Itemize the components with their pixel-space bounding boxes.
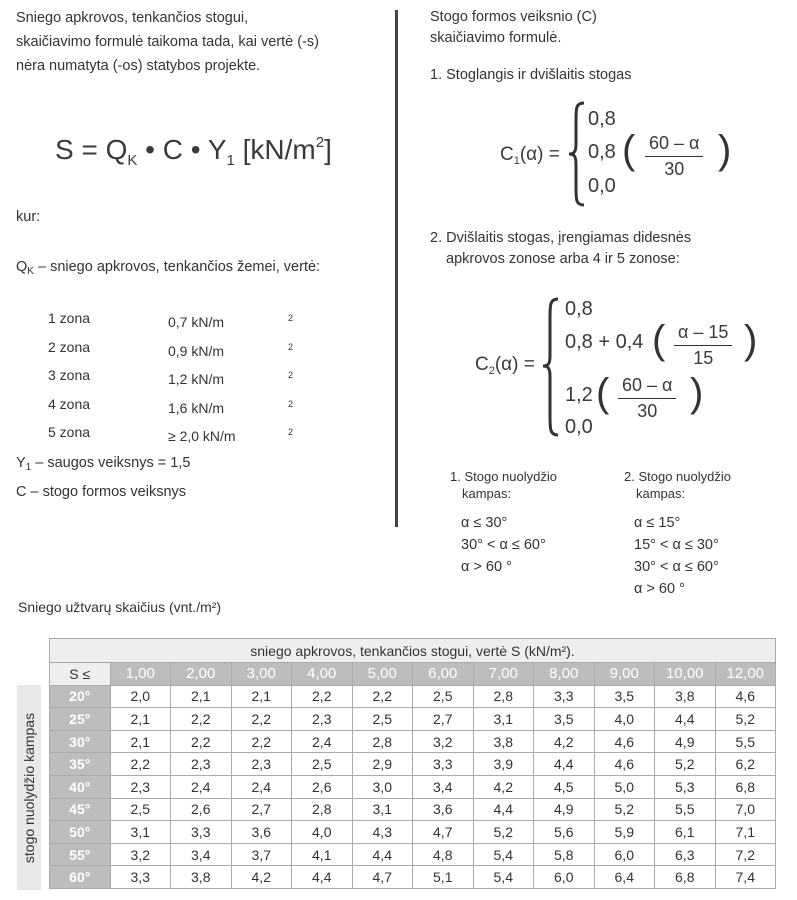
table-cell: 2,6 <box>171 798 232 821</box>
kur-label: kur: <box>16 209 41 225</box>
table-cell: 2,2 <box>110 753 171 776</box>
table-cell: 5,5 <box>715 730 776 753</box>
table-cell: 3,6 <box>231 821 292 844</box>
table-cell: 2,3 <box>231 753 292 776</box>
table-cell: 5,8 <box>534 843 595 866</box>
column-header: 8,00 <box>534 663 595 686</box>
table-cell: 2,8 <box>473 685 534 708</box>
table-cell: 4,1 <box>292 843 353 866</box>
table-cell: 2,2 <box>171 730 232 753</box>
column-header: 5,00 <box>352 663 413 686</box>
table-row <box>50 866 776 889</box>
zone-row <box>48 420 293 449</box>
table-cell: 6,0 <box>534 866 595 889</box>
table-cell: 6,8 <box>655 866 716 889</box>
s-label: S ≤ <box>50 663 111 686</box>
zone-value: 0,9 kN/m $^2$ <box>168 341 294 359</box>
angle-cell: 50° <box>50 821 111 844</box>
table-cell: 3,3 <box>110 866 171 889</box>
table-cell: 2,4 <box>292 730 353 753</box>
table-cell: 6,8 <box>715 775 776 798</box>
snow-load-formula: $S = Q_K$ • C • $Y_1$ $[kN/m^2]$ <box>55 134 332 169</box>
table-cell: 2,2 <box>171 708 232 731</box>
table-cell: 4,2 <box>473 775 534 798</box>
table-cell: 4,4 <box>473 798 534 821</box>
case2-label: 2. Dvišlaitis stogas, įrengiamas didesnės apkrovos zonose arba 4 ir 5 zonose: <box>430 230 692 267</box>
table-cell: 4,4 <box>352 843 413 866</box>
zone-value: 0,7 kN/m $^2$ <box>168 313 294 330</box>
table-cell: 4,4 <box>655 708 716 731</box>
table-cell: 4,2 <box>534 730 595 753</box>
angle1-label: 1. Stogo nuolydžio kampas: <box>450 469 557 501</box>
c1-open-paren: ( <box>622 128 636 172</box>
table-cell: 2,1 <box>171 685 232 708</box>
table-cell: 3,6 <box>413 798 474 821</box>
table-cell: 3,8 <box>473 730 534 753</box>
table-cell: 2,3 <box>171 753 232 776</box>
column-header: 6,00 <box>413 663 474 686</box>
angle-cell: 20° <box>50 685 111 708</box>
y1-definition: $Y_1$ – saugos veiksnys = 1,5 <box>16 455 191 473</box>
table-row <box>50 821 776 844</box>
table-cell: 2,3 <box>292 708 353 731</box>
zone-value: 1,6 kN/m $^2$ <box>168 398 294 416</box>
c1-value-3: 0,0 <box>588 175 616 197</box>
c1-close-paren: ) <box>718 128 732 172</box>
table-cell: 3,9 <box>473 753 534 776</box>
table-cell: 4,6 <box>715 685 776 708</box>
zone-value: 1,2 kN/m $^2$ <box>168 370 294 387</box>
side-label: stogo nuolydžio kampas <box>21 712 38 863</box>
angle2-label: 2. Stogo nuolydžio kampas: <box>624 469 731 501</box>
table-cell: 4,6 <box>594 753 655 776</box>
table-cell: 2,1 <box>231 685 292 708</box>
table-cell: 5,0 <box>594 775 655 798</box>
table-cell: 4,0 <box>292 821 353 844</box>
table-cell: 3,3 <box>413 753 474 776</box>
table-cell: 4,8 <box>413 843 474 866</box>
c2-open-paren: ( <box>652 318 666 362</box>
table-cell: 3,1 <box>352 798 413 821</box>
table-title: Sniego užtvarų skaičius (vnt./m²) <box>18 599 222 615</box>
angle-cell: 40° <box>50 775 111 798</box>
zone-value: ≥ 2,0 kN/m $^2$ <box>168 427 294 444</box>
angle-cell: 45° <box>50 798 111 821</box>
table-cell: 3,0 <box>352 775 413 798</box>
table-cell: 5,4 <box>473 866 534 889</box>
table-row <box>50 843 776 866</box>
angle-cell: 35° <box>50 753 111 776</box>
c1-lhs: $C_1(\alpha)$ = <box>500 144 560 167</box>
table-cell: 4,5 <box>534 775 595 798</box>
table-cell: 4,7 <box>413 821 474 844</box>
table-cell: 7,0 <box>715 798 776 821</box>
c2-value-4: 0,0 <box>565 416 593 438</box>
column-header: 4,00 <box>292 663 353 686</box>
table-cell: 2,8 <box>352 730 413 753</box>
table-cell: 3,7 <box>231 843 292 866</box>
table-cell: 2,2 <box>292 685 353 708</box>
table-cell: 4,9 <box>655 730 716 753</box>
c2-brace <box>540 296 562 438</box>
table-cell: 7,1 <box>715 821 776 844</box>
intro-line: Sniego apkrovos, tenkančios stogui, <box>16 10 249 26</box>
column-header: 10,00 <box>655 663 716 686</box>
c2-close-paren: ) <box>744 318 758 362</box>
table-cell: 2,5 <box>352 708 413 731</box>
table-cell: 3,4 <box>171 843 232 866</box>
table-cell: 5,2 <box>715 708 776 731</box>
c2-value-2: 0,8 + 0,4 <box>565 331 644 353</box>
angle1-conditions: α ≤ 30° 30° < α ≤ 60° α > 60 ° <box>461 515 546 575</box>
c1-value-2: 0,8 <box>588 141 616 163</box>
column-header: 7,00 <box>473 663 534 686</box>
table-cell: 2,8 <box>292 798 353 821</box>
table-header: sniego apkrovos, tenkančios stogui, vertė S (kN/m²). <box>50 639 776 663</box>
c1-value-1: 0,8 <box>588 108 616 130</box>
table-cell: 2,7 <box>413 708 474 731</box>
zone-name: 3 zona <box>48 367 91 383</box>
zone-list <box>48 306 293 449</box>
table-cell: 5,1 <box>413 866 474 889</box>
table-cell: 3,1 <box>473 708 534 731</box>
column-header-row <box>50 663 776 686</box>
table-cell: 4,7 <box>352 866 413 889</box>
table-cell: 4,4 <box>292 866 353 889</box>
c2-value-1: 0,8 <box>565 298 593 320</box>
table-cell: 2,2 <box>231 730 292 753</box>
table-cell: 7,2 <box>715 843 776 866</box>
table-cell: 3,3 <box>171 821 232 844</box>
c2-fraction-1: $\frac{\alpha - 15}{15}$ <box>674 322 732 369</box>
angle-cell: 60° <box>50 866 111 889</box>
column-header: 3,00 <box>231 663 292 686</box>
column-header: 12,00 <box>715 663 776 686</box>
intro-line: skaičiavimo formulė taikoma tada, kai vertė (-s) <box>16 34 319 50</box>
zone-row <box>48 306 293 335</box>
table-cell: 4,2 <box>231 866 292 889</box>
table-cell: 3,8 <box>171 866 232 889</box>
table-cell: 3,3 <box>534 685 595 708</box>
table-cell: 5,2 <box>594 798 655 821</box>
table-cell: 3,2 <box>413 730 474 753</box>
angle-cell: 55° <box>50 843 111 866</box>
qk-definition: $Q_K$ – sniego apkrovos, tenkančios žemei, vertė: <box>16 259 321 277</box>
table-cell: 6,0 <box>594 843 655 866</box>
table-cell: 2,5 <box>413 685 474 708</box>
snow-guard-table <box>49 638 776 889</box>
table-cell: 5,5 <box>655 798 716 821</box>
c-definition: C – stogo formos veiksnys <box>16 484 187 500</box>
table-cell: 5,2 <box>655 753 716 776</box>
table-cell: 3,4 <box>413 775 474 798</box>
table-cell: 2,7 <box>231 798 292 821</box>
column-header: 1,00 <box>110 663 171 686</box>
table-cell: 3,8 <box>655 685 716 708</box>
table-cell: 2,2 <box>352 685 413 708</box>
c1-fraction: $\frac{60 - \alpha}{30}$ <box>645 133 703 180</box>
c2-fraction-2: $\frac{60 - \alpha}{30}$ <box>618 375 676 422</box>
table-row <box>50 708 776 731</box>
table-cell: 5,2 <box>473 821 534 844</box>
table-cell: 2,1 <box>110 730 171 753</box>
intro-text <box>16 6 386 78</box>
zone-row <box>48 335 293 364</box>
table-cell: 2,1 <box>110 708 171 731</box>
table-cell: 2,9 <box>352 753 413 776</box>
table-cell: 6,3 <box>655 843 716 866</box>
table-cell: 2,3 <box>110 775 171 798</box>
zone-name: 1 zona <box>48 310 91 326</box>
zone-name: 2 zona <box>48 338 91 355</box>
table-cell: 2,0 <box>110 685 171 708</box>
table-cell: 3,5 <box>594 685 655 708</box>
table-cell: 6,1 <box>655 821 716 844</box>
c2-close-paren-2: ) <box>690 371 704 415</box>
right-title: Stogo formos veiksnio (C) skaičiavimo formulė. <box>430 9 597 46</box>
case1-label: 1. Stoglangis ir dvišlaitis stogas <box>430 67 632 83</box>
column-divider <box>395 10 398 527</box>
zone-name: 4 zona <box>48 395 91 412</box>
table-row <box>50 730 776 753</box>
table-cell: 2,2 <box>231 708 292 731</box>
angle-cell: 30° <box>50 730 111 753</box>
angle2-conditions: α ≤ 15° 15° < α ≤ 30° 30° < α ≤ 60° α > 60 ° <box>634 515 719 597</box>
table-cell: 3,5 <box>534 708 595 731</box>
table-cell: 5,9 <box>594 821 655 844</box>
table-row <box>50 775 776 798</box>
table-cell: 7,4 <box>715 866 776 889</box>
table-cell: 2,5 <box>292 753 353 776</box>
table-row <box>50 685 776 708</box>
c1-brace <box>566 100 588 208</box>
column-header: 2,00 <box>171 663 232 686</box>
zone-name: 5 zona <box>48 424 91 440</box>
table-cell: 3,2 <box>110 843 171 866</box>
table-cell: 6,4 <box>594 866 655 889</box>
table-cell: 4,3 <box>352 821 413 844</box>
table-cell: 6,2 <box>715 753 776 776</box>
table-row <box>50 753 776 776</box>
c2-open-paren-2: ( <box>596 371 610 415</box>
zone-row <box>48 363 293 392</box>
c2-lhs: $C_2(\alpha)$ = <box>475 354 535 377</box>
zone-row <box>48 392 293 421</box>
factor-definitions <box>16 451 190 504</box>
table-cell: 5,4 <box>473 843 534 866</box>
table-cell: 4,0 <box>594 708 655 731</box>
angle-cell: 25° <box>50 708 111 731</box>
table-cell: 2,5 <box>110 798 171 821</box>
table-cell: 2,4 <box>231 775 292 798</box>
column-header: 9,00 <box>594 663 655 686</box>
c2-value-3: 1,2 <box>565 384 593 406</box>
table-cell: 2,4 <box>171 775 232 798</box>
table-cell: 5,6 <box>534 821 595 844</box>
table-cell: 2,6 <box>292 775 353 798</box>
intro-line: nėra numatyta (-os) statybos projekte. <box>16 58 261 74</box>
table-cell: 5,3 <box>655 775 716 798</box>
table-cell: 4,4 <box>534 753 595 776</box>
table-cell: 3,1 <box>110 821 171 844</box>
table-cell: 4,6 <box>594 730 655 753</box>
table-row <box>50 798 776 821</box>
table-cell: 4,9 <box>534 798 595 821</box>
